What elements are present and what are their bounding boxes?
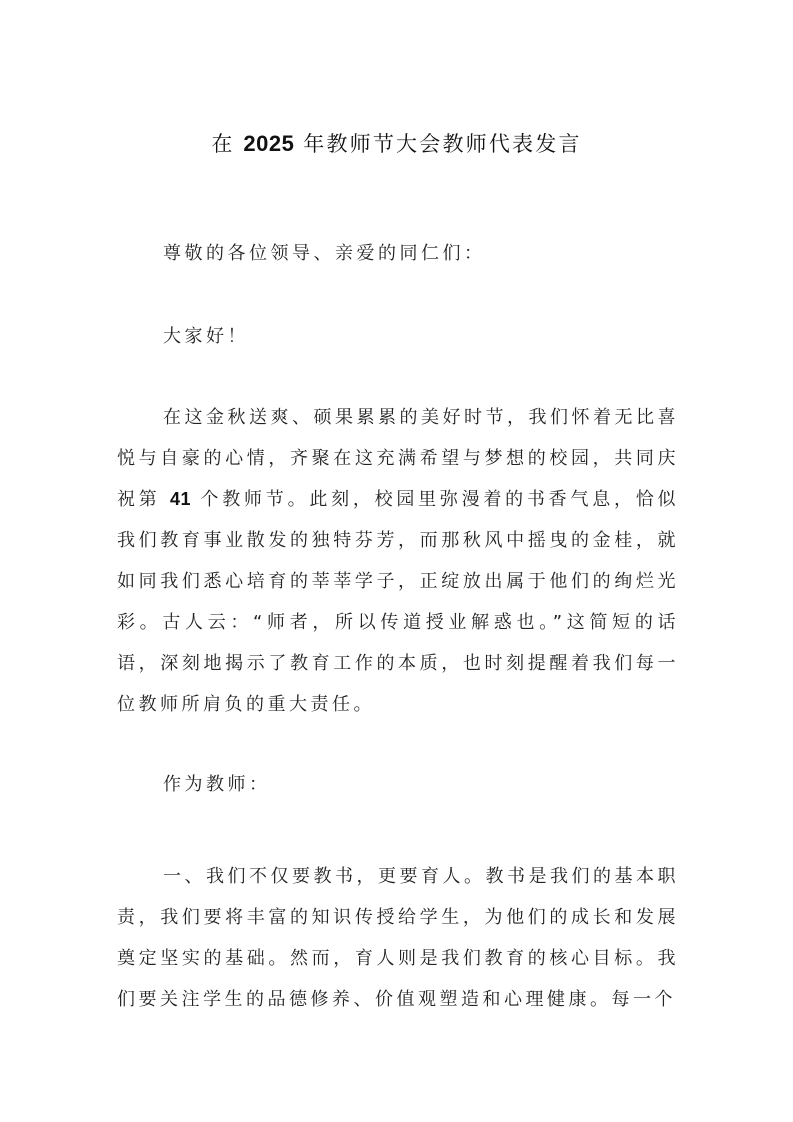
paragraph-2-block — [117, 856, 679, 1020]
section-heading-block — [117, 764, 679, 805]
title-year: 2025 — [243, 131, 295, 156]
title-prefix: 在 — [211, 132, 244, 156]
salutation: 尊敬的各位领导、亲爱的同仁们： — [163, 243, 486, 264]
section-heading: 作为教师： — [163, 774, 271, 795]
salutation-block — [117, 233, 679, 274]
paragraph-1-part-a: 在这金秋送爽、硕果累累的美好时节，我们怀着无比喜悦与自豪的心情，齐聚在这充满希望与梦想的校园，共同庆祝第 — [117, 407, 679, 510]
teachers-day-number: 41 — [170, 489, 192, 509]
title-suffix: 年教师节大会教师代表发言 — [294, 132, 582, 156]
greeting: 大家好！ — [163, 326, 249, 347]
paragraph-1-part-b: 个教师节。此刻，校园里弥漫着的书香气息，恰似我们教育事业散发的独特芬芳，而那秋风中摇曳的金桂，就如同我们悉心培育的莘莘学子，正绽放出属于他们的绚烂光彩。古人云：“师者，所以传道授业解惑也。”这简短的话语，深刻地揭示了教育工作的本质，也时刻提醒着我们每一位教师所肩负的重大责任。 — [117, 489, 679, 715]
page-title — [0, 128, 793, 158]
greeting-block — [117, 316, 679, 357]
paragraph-1 — [117, 397, 679, 725]
paragraph-1-block — [117, 397, 679, 725]
paragraph-2: 一、我们不仅要教书，更要育人。教书是我们的基本职责，我们要将丰富的知识传授给学生，为他们的成长和发展奠定坚实的基础。然而，育人则是我们教育的核心目标。我们要关注学生的品德修养、价值观塑造和心理健康。每一个 — [117, 866, 679, 1010]
